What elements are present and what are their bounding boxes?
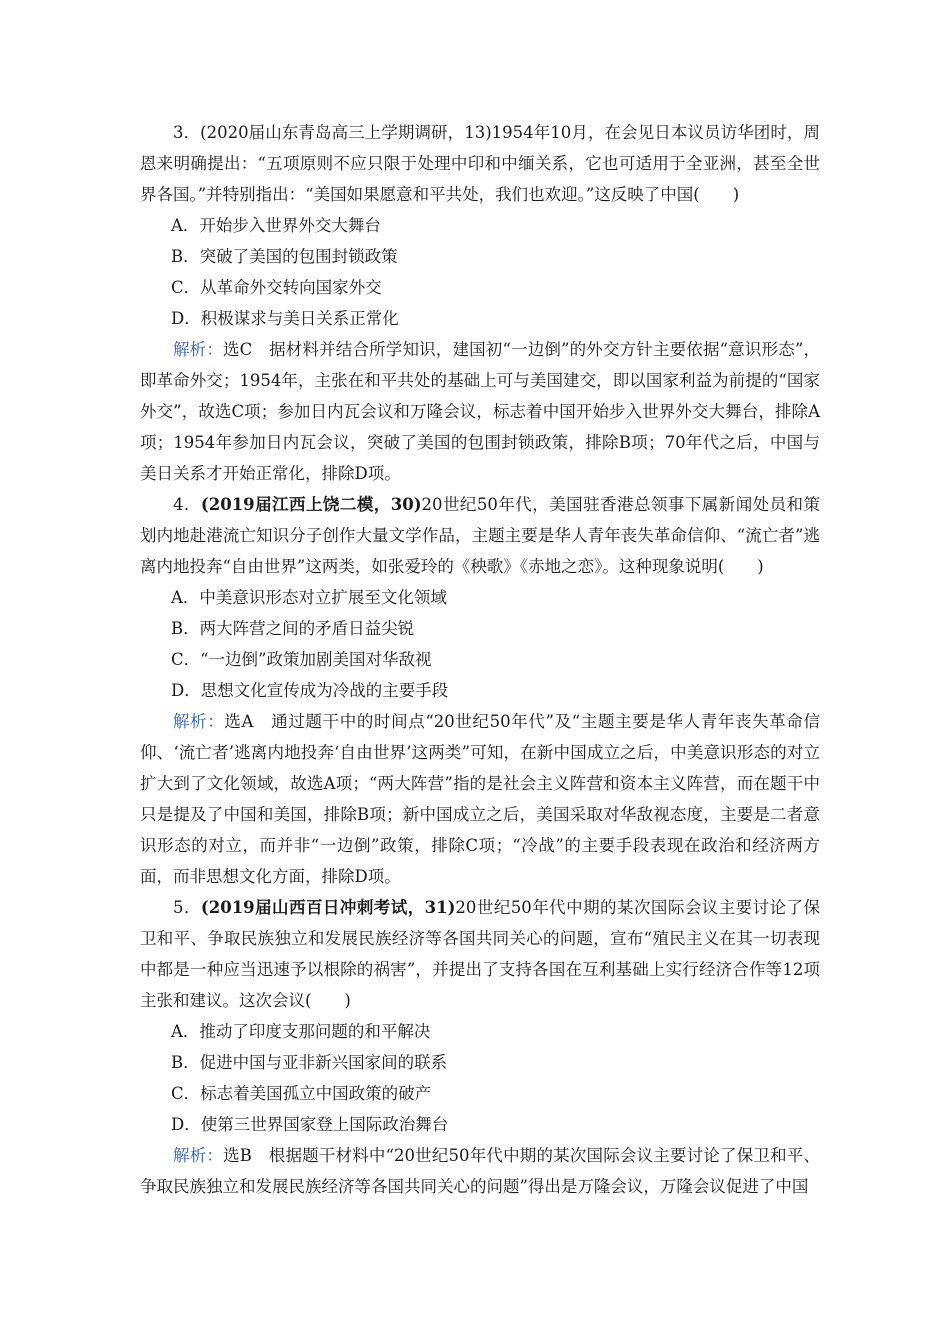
analysis-label: 解析： <box>173 340 223 359</box>
option-c: C．“一边倒”政策加剧美国对华敌视 <box>171 650 432 669</box>
option-a: A．中美意识形态对立扩展至文化领域 <box>171 588 447 607</box>
analysis-text: 选B 根据题干材料中“20世纪50年代中期的某次国际会议主要讨论了保卫和平、争取民族独立和发展民族经济等各国共同关心的问题”得出是万隆会议，万隆会议促进了中国 <box>140 1146 820 1196</box>
analysis-text: 选C 据材料并结合所学知识，建国初“一边倒”的外交方针主要依据“意识形态”，即革命外交；1954年，主张在和平共处的基础上可与美国建交，即以国家利益为前提的“国家外交”，故选C项；参加日内瓦会议和万隆会议，标志着中国开始步入世界外交大舞台，排除A项；1954年参加日内瓦会议，突破了美国的包围封锁政策，排除B项；70年代之后，中国与美日关系才开始正常化，排除D项。 <box>140 340 820 483</box>
analysis-5 <box>140 1140 820 1202</box>
option-d: D．思想文化宣传成为冷战的主要手段 <box>171 681 449 700</box>
question-source: (2020届山东青岛高三上学期调研，13) <box>200 123 492 142</box>
question-number: 3． <box>173 123 201 142</box>
question-text: 20世纪50年代中期的某次国际会议主要讨论了保卫和平、争取民族独立和发展民族经济等各国共同关心的问题，宣布“殖民主义在其一切表现中都是一种应当迅速予以根除的祸害”，并提出了支持各国在互利基础上实行经济合作等12项主张和建议。这次会议( ) <box>140 898 821 1010</box>
option-b: B．突破了美国的包围封锁政策 <box>171 247 398 266</box>
option-d: D．积极谋求与美日关系正常化 <box>171 309 399 328</box>
question-number: 4． <box>173 495 201 514</box>
analysis-3 <box>140 334 820 489</box>
option-b: B．促进中国与亚非新兴国家间的联系 <box>171 1053 448 1072</box>
option-d: D．使第三世界国家登上国际政治舞台 <box>171 1115 449 1134</box>
question-text: 20世纪50年代，美国驻香港总领事下属新闻处员和策划内地赴港流亡知识分子创作大量文学作品，主题主要是华人青年丧失革命信仰、“流亡者”逃离内地投奔“自由世界”这两类，如张爱玲的《秧歌》《赤地之恋》。这种现象说明( ) <box>140 495 821 576</box>
analysis-4 <box>140 706 820 892</box>
analysis-label: 解析： <box>173 1146 224 1165</box>
analysis-text: 选A 通过题干中的时间点“20世纪50年代”及“主题主要是华人青年丧失革命信仰、‘流亡者’逃离内地投奔‘自由世界’这两类”可知，在新中国成立之后，中美意识形态的对立扩大到了文化领域，故选A项；“两大阵营”指的是社会主义阵营和资本主义阵营，而在题干中只是提及了中国和美国，排除B项；新中国成立之后，美国采取对华敌视态度，主要是二者意识形态的对立，而并非“一边倒”政策，排除C项；“冷战”的主要手段表现在政治和经济两方面，而非思想文化方面，排除D项。 <box>140 712 820 886</box>
question-3-stem <box>140 117 820 210</box>
option-a: A．开始步入世界外交大舞台 <box>171 216 381 235</box>
question-text: 1954年10月，在会见日本议员访华团时，周恩来明确提出：“五项原则不应只限于处理中印和中缅关系，它也可适用于全亚洲，甚至全世界各国。”并特别指出：“美国如果愿意和平共处，我们也欢迎。”这反映了中国( ) <box>140 123 820 204</box>
question-source: (2019届江西上饶二模，30) <box>200 495 422 514</box>
question-source: (2019届山西百日冲刺考试，31) <box>200 898 456 917</box>
analysis-label: 解析： <box>173 712 225 731</box>
question-number: 5． <box>173 898 201 917</box>
question-5-stem <box>140 892 820 1016</box>
option-b: B．两大阵营之间的矛盾日益尖锐 <box>171 619 415 638</box>
option-c: C．标志着美国孤立中国政策的破产 <box>171 1084 432 1103</box>
question-4-stem <box>140 489 820 582</box>
option-c: C．从革命外交转向国家外交 <box>171 278 382 297</box>
option-a: A．推动了印度支那问题的和平解决 <box>171 1022 431 1041</box>
